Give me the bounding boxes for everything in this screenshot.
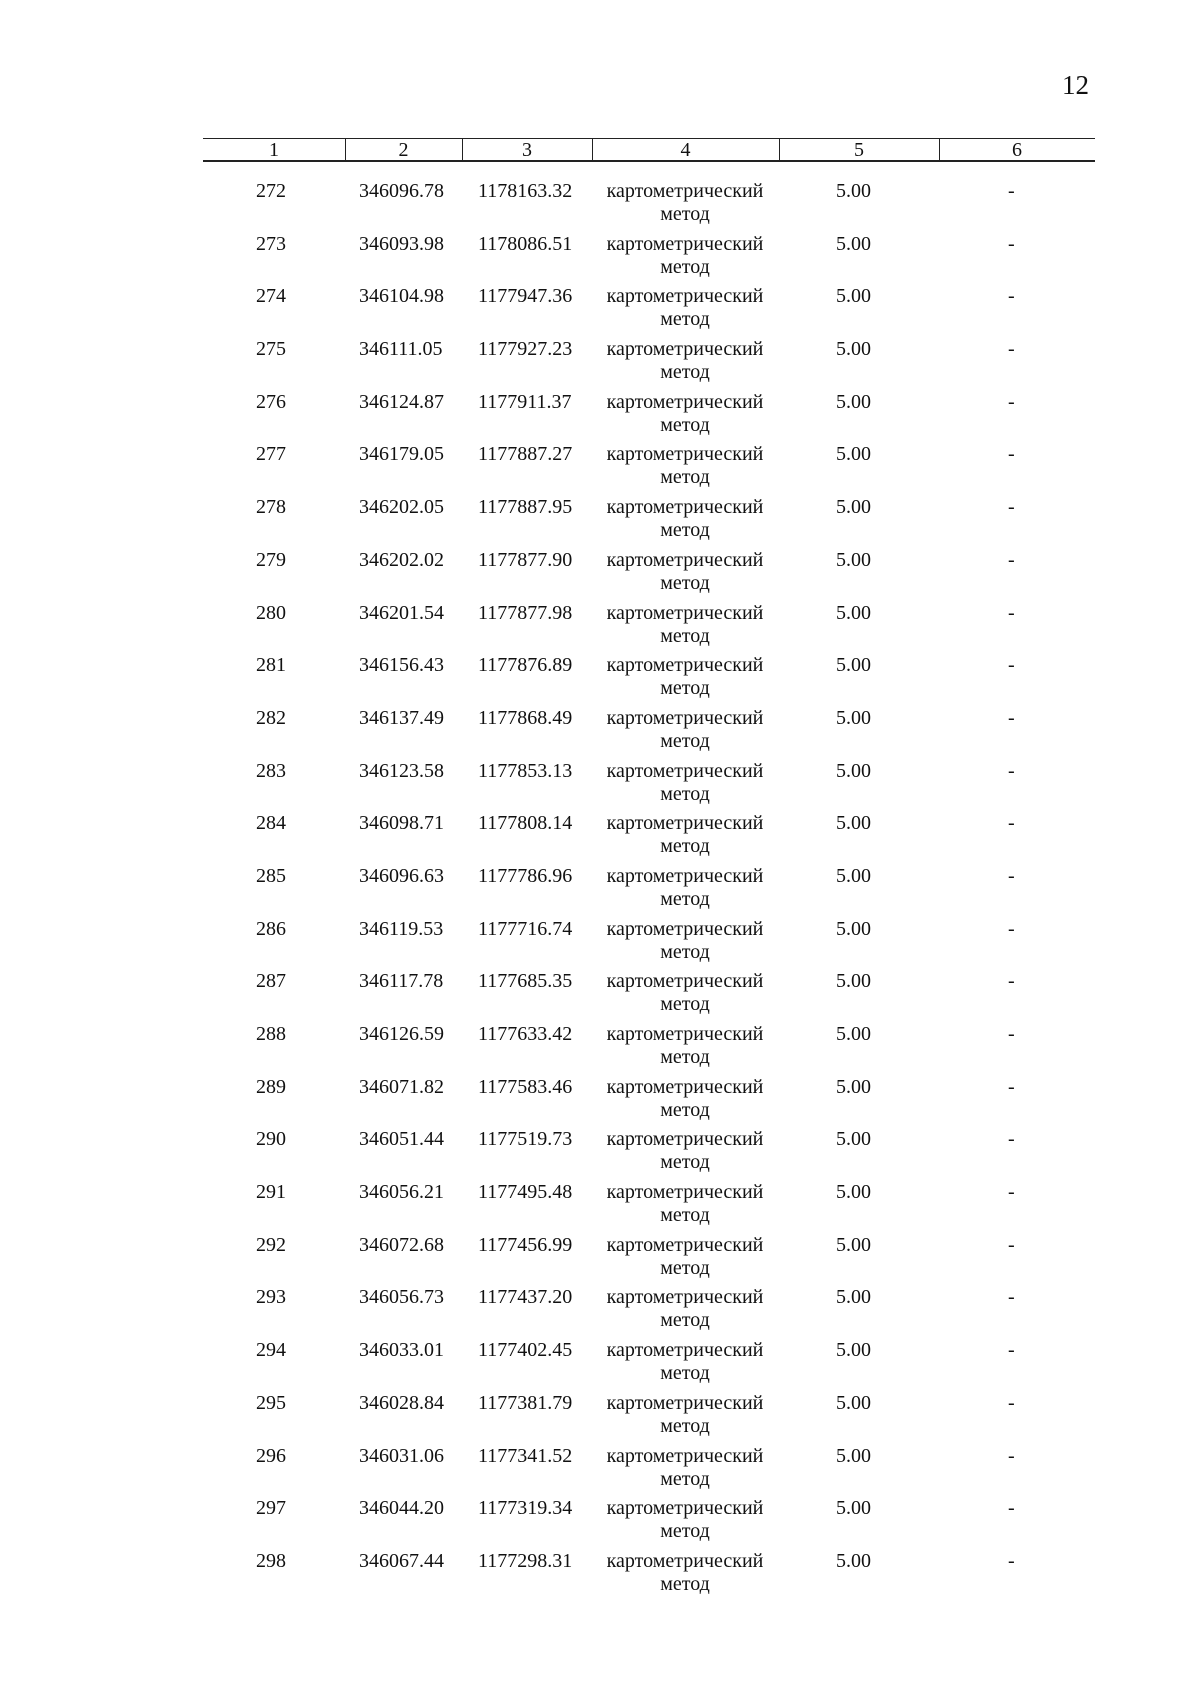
method-line-2: метод bbox=[660, 255, 710, 278]
note: - bbox=[1008, 1181, 1015, 1204]
accuracy: 5.00 bbox=[836, 548, 871, 571]
note: - bbox=[1008, 1286, 1015, 1309]
point-number: 286 bbox=[256, 917, 286, 940]
coordinate-x: 346123.58 bbox=[359, 759, 444, 782]
table-row bbox=[0, 1128, 1200, 1181]
coordinate-x: 346104.98 bbox=[359, 285, 444, 308]
coordinate-x: 346071.82 bbox=[359, 1075, 444, 1098]
coordinate-x: 346202.05 bbox=[359, 496, 444, 519]
note: - bbox=[1008, 232, 1015, 255]
table-row bbox=[0, 285, 1200, 338]
accuracy: 5.00 bbox=[836, 812, 871, 835]
method-line-2: метод bbox=[660, 1414, 710, 1437]
coordinate-y: 1177437.20 bbox=[478, 1286, 573, 1309]
method bbox=[596, 654, 774, 700]
coordinate-y: 1177633.42 bbox=[478, 1023, 573, 1045]
note: - bbox=[1008, 601, 1015, 624]
method-line-1: картометрический bbox=[606, 1549, 764, 1572]
coordinate-x: 346051.44 bbox=[359, 1128, 444, 1151]
point-number: 295 bbox=[256, 1391, 286, 1414]
accuracy: 5.00 bbox=[836, 180, 871, 202]
note: - bbox=[1008, 1444, 1015, 1467]
table-row bbox=[0, 1392, 1200, 1445]
accuracy: 5.00 bbox=[836, 1023, 871, 1045]
coordinate-y: 1177319.34 bbox=[478, 1497, 573, 1520]
accuracy: 5.00 bbox=[836, 338, 871, 361]
table-row bbox=[0, 180, 1200, 233]
method bbox=[596, 1234, 774, 1280]
coordinate-x: 346096.78 bbox=[359, 180, 444, 202]
coordinate-x: 346201.54 bbox=[359, 601, 444, 624]
method bbox=[596, 180, 774, 226]
note: - bbox=[1008, 654, 1015, 677]
method bbox=[596, 338, 774, 384]
method bbox=[596, 549, 774, 595]
note: - bbox=[1008, 1549, 1015, 1572]
table-row bbox=[0, 812, 1200, 865]
accuracy: 5.00 bbox=[836, 864, 871, 887]
coordinate-x: 346098.71 bbox=[359, 812, 444, 835]
coordinate-x: 346126.59 bbox=[359, 1023, 444, 1045]
point-number: 272 bbox=[256, 180, 286, 202]
coordinate-y: 1177927.23 bbox=[478, 338, 573, 361]
method-line-1: картометрический bbox=[606, 654, 764, 677]
method-line-2: метод bbox=[660, 993, 710, 1016]
method-line-1: картометрический bbox=[606, 338, 764, 361]
method bbox=[596, 918, 774, 964]
point-number: 293 bbox=[256, 1286, 286, 1309]
note: - bbox=[1008, 1497, 1015, 1520]
accuracy: 5.00 bbox=[836, 1497, 871, 1520]
note: - bbox=[1008, 390, 1015, 413]
note: - bbox=[1008, 496, 1015, 519]
method-line-2: метод bbox=[660, 519, 710, 542]
table-body bbox=[0, 180, 1200, 1603]
point-number: 289 bbox=[256, 1075, 286, 1098]
point-number: 281 bbox=[256, 654, 286, 677]
method bbox=[596, 233, 774, 279]
table-row bbox=[0, 865, 1200, 918]
coordinate-y: 1177786.96 bbox=[478, 864, 573, 887]
coordinate-x: 346056.21 bbox=[359, 1181, 444, 1204]
accuracy: 5.00 bbox=[836, 1391, 871, 1414]
accuracy: 5.00 bbox=[836, 1128, 871, 1151]
method-line-2: метод bbox=[660, 1046, 710, 1068]
method-line-2: метод bbox=[660, 677, 710, 700]
point-number: 273 bbox=[256, 232, 286, 255]
method-line-1: картометрический bbox=[606, 706, 764, 729]
coordinate-x: 346093.98 bbox=[359, 232, 444, 255]
method-line-1: картометрический bbox=[606, 864, 764, 887]
accuracy: 5.00 bbox=[836, 1444, 871, 1467]
method-line-1: картометрический bbox=[606, 496, 764, 519]
point-number: 291 bbox=[256, 1181, 286, 1204]
table-row bbox=[0, 549, 1200, 602]
coordinate-y: 1177877.90 bbox=[478, 548, 573, 571]
coordinate-y: 1177853.13 bbox=[478, 759, 573, 782]
method bbox=[596, 391, 774, 437]
point-number: 275 bbox=[256, 338, 286, 361]
note: - bbox=[1008, 1233, 1015, 1256]
method-line-2: метод bbox=[660, 782, 710, 805]
coordinate-y: 1177887.27 bbox=[478, 443, 573, 466]
method-line-1: картометрический bbox=[606, 1497, 764, 1520]
method-line-2: метод bbox=[660, 1520, 710, 1543]
coordinate-x: 346202.02 bbox=[359, 548, 444, 571]
method-line-1: картометрический bbox=[606, 548, 764, 571]
method-line-2: метод bbox=[660, 835, 710, 858]
table-row bbox=[0, 443, 1200, 496]
method-line-2: метод bbox=[660, 1572, 710, 1595]
method bbox=[596, 602, 774, 648]
point-number: 278 bbox=[256, 496, 286, 519]
method-line-2: метод bbox=[660, 1204, 710, 1227]
table-row bbox=[0, 1286, 1200, 1339]
coordinate-x: 346044.20 bbox=[359, 1497, 444, 1520]
table-row bbox=[0, 233, 1200, 286]
coordinate-x: 346117.78 bbox=[359, 970, 444, 993]
coordinate-x: 346119.53 bbox=[359, 917, 444, 940]
coordinate-x: 346111.05 bbox=[359, 338, 443, 361]
accuracy: 5.00 bbox=[836, 1286, 871, 1309]
method-line-2: метод bbox=[660, 1309, 710, 1332]
coordinate-y: 1177402.45 bbox=[478, 1339, 573, 1362]
method-line-2: метод bbox=[660, 624, 710, 647]
coordinate-y: 1177341.52 bbox=[478, 1444, 573, 1467]
method-line-1: картометрический bbox=[606, 443, 764, 466]
method-line-1: картометрический bbox=[606, 285, 764, 308]
table-row bbox=[0, 1076, 1200, 1129]
accuracy: 5.00 bbox=[836, 496, 871, 519]
coordinate-x: 346028.84 bbox=[359, 1391, 444, 1414]
point-number: 284 bbox=[256, 812, 286, 835]
point-number: 292 bbox=[256, 1233, 286, 1256]
method bbox=[596, 1550, 774, 1596]
point-number: 290 bbox=[256, 1128, 286, 1151]
coordinate-y: 1177887.95 bbox=[478, 496, 573, 519]
table-row bbox=[0, 1550, 1200, 1603]
coordinate-x: 346072.68 bbox=[359, 1233, 444, 1256]
point-number: 276 bbox=[256, 390, 286, 413]
coordinate-y: 1177685.35 bbox=[478, 970, 573, 993]
method bbox=[596, 1023, 774, 1069]
method-line-1: картометрический bbox=[606, 917, 764, 940]
accuracy: 5.00 bbox=[836, 1075, 871, 1098]
accuracy: 5.00 bbox=[836, 706, 871, 729]
note: - bbox=[1008, 706, 1015, 729]
point-number: 274 bbox=[256, 285, 286, 308]
note: - bbox=[1008, 970, 1015, 993]
point-number: 277 bbox=[256, 443, 286, 466]
method-line-2: метод bbox=[660, 887, 710, 910]
method bbox=[596, 285, 774, 331]
note: - bbox=[1008, 917, 1015, 940]
table-row bbox=[0, 654, 1200, 707]
method-line-1: картометрический bbox=[606, 1128, 764, 1151]
method bbox=[596, 865, 774, 911]
table-row bbox=[0, 1023, 1200, 1076]
method-line-1: картометрический bbox=[606, 970, 764, 993]
note: - bbox=[1008, 812, 1015, 835]
coordinate-x: 346067.44 bbox=[359, 1549, 444, 1572]
coordinate-x: 346031.06 bbox=[359, 1444, 444, 1467]
method-line-2: метод bbox=[660, 361, 710, 384]
method-line-1: картометрический bbox=[606, 1075, 764, 1098]
method-line-2: метод bbox=[660, 1151, 710, 1174]
coordinate-y: 1177298.31 bbox=[478, 1549, 573, 1572]
method-line-2: метод bbox=[660, 466, 710, 489]
coordinate-y: 1177947.36 bbox=[478, 285, 573, 308]
note: - bbox=[1008, 443, 1015, 466]
column-header-2: 2 bbox=[398, 139, 409, 161]
coordinate-y: 1177808.14 bbox=[478, 812, 573, 835]
point-number: 296 bbox=[256, 1444, 286, 1467]
method-line-2: метод bbox=[660, 729, 710, 752]
method-line-1: картометрический bbox=[606, 1444, 764, 1467]
column-header-3: 3 bbox=[522, 139, 532, 161]
coordinate-x: 346056.73 bbox=[359, 1286, 444, 1309]
point-number: 298 bbox=[256, 1549, 286, 1572]
method-line-1: картометрический bbox=[606, 1339, 764, 1362]
table-row bbox=[0, 602, 1200, 655]
coordinate-y: 1177877.98 bbox=[478, 601, 573, 624]
table-row bbox=[0, 1181, 1200, 1234]
method bbox=[596, 1339, 774, 1385]
method-line-1: картометрический bbox=[606, 232, 764, 255]
table-row bbox=[0, 496, 1200, 549]
coordinate-y: 1178163.32 bbox=[478, 180, 573, 202]
note: - bbox=[1008, 1339, 1015, 1362]
method bbox=[596, 707, 774, 753]
note: - bbox=[1008, 1391, 1015, 1414]
method-line-1: картометрический bbox=[606, 390, 764, 413]
note: - bbox=[1008, 864, 1015, 887]
method bbox=[596, 1076, 774, 1122]
point-number: 288 bbox=[256, 1023, 286, 1045]
coordinate-x: 346179.05 bbox=[359, 443, 444, 466]
table-row bbox=[0, 391, 1200, 444]
method bbox=[596, 1497, 774, 1543]
accuracy: 5.00 bbox=[836, 601, 871, 624]
table-row bbox=[0, 1497, 1200, 1550]
method-line-1: картометрический bbox=[606, 1391, 764, 1414]
method-line-2: метод bbox=[660, 1362, 710, 1385]
accuracy: 5.00 bbox=[836, 759, 871, 782]
point-number: 282 bbox=[256, 706, 286, 729]
accuracy: 5.00 bbox=[836, 390, 871, 413]
point-number: 279 bbox=[256, 548, 286, 571]
coordinate-y: 1177495.48 bbox=[478, 1181, 573, 1204]
method-line-1: картометрический bbox=[606, 180, 764, 202]
point-number: 285 bbox=[256, 864, 286, 887]
note: - bbox=[1008, 285, 1015, 308]
accuracy: 5.00 bbox=[836, 654, 871, 677]
accuracy: 5.00 bbox=[836, 970, 871, 993]
coordinate-x: 346156.43 bbox=[359, 654, 444, 677]
accuracy: 5.00 bbox=[836, 1181, 871, 1204]
method-line-1: картометрический bbox=[606, 812, 764, 835]
table-row bbox=[0, 1339, 1200, 1392]
coordinate-y: 1177381.79 bbox=[478, 1391, 573, 1414]
table-row bbox=[0, 707, 1200, 760]
method-line-2: метод bbox=[660, 571, 710, 594]
coordinate-y: 1177876.89 bbox=[478, 654, 573, 677]
method bbox=[596, 1286, 774, 1332]
method bbox=[596, 812, 774, 858]
table-row bbox=[0, 1445, 1200, 1498]
table-header bbox=[203, 138, 1095, 162]
method-line-2: метод bbox=[660, 1467, 710, 1490]
coordinate-y: 1177519.73 bbox=[478, 1128, 573, 1151]
column-header-6: 6 bbox=[1012, 139, 1022, 161]
point-number: 287 bbox=[256, 970, 286, 993]
method-line-2: метод bbox=[660, 413, 710, 436]
method-line-2: метод bbox=[660, 1098, 710, 1121]
point-number: 280 bbox=[256, 601, 286, 624]
method-line-1: картометрический bbox=[606, 1023, 764, 1045]
coordinate-y: 1178086.51 bbox=[478, 232, 573, 255]
point-number: 294 bbox=[256, 1339, 286, 1362]
note: - bbox=[1008, 548, 1015, 571]
note: - bbox=[1008, 1128, 1015, 1151]
method bbox=[596, 1445, 774, 1491]
coordinate-y: 1177911.37 bbox=[478, 390, 572, 413]
method-line-1: картометрический bbox=[606, 1286, 764, 1309]
table-row bbox=[0, 970, 1200, 1023]
coordinate-y: 1177456.99 bbox=[478, 1233, 573, 1256]
coordinate-y: 1177583.46 bbox=[478, 1075, 573, 1098]
column-header-4: 4 bbox=[680, 139, 691, 161]
accuracy: 5.00 bbox=[836, 285, 871, 308]
note: - bbox=[1008, 338, 1015, 361]
coordinate-x: 346137.49 bbox=[359, 706, 444, 729]
method bbox=[596, 443, 774, 489]
coordinate-x: 346096.63 bbox=[359, 864, 444, 887]
accuracy: 5.00 bbox=[836, 917, 871, 940]
coordinate-x: 346033.01 bbox=[359, 1339, 444, 1362]
method bbox=[596, 496, 774, 542]
method-line-1: картометрический bbox=[606, 1233, 764, 1256]
method-line-1: картометрический bbox=[606, 759, 764, 782]
method-line-1: картометрический bbox=[606, 601, 764, 624]
method bbox=[596, 1392, 774, 1438]
accuracy: 5.00 bbox=[836, 1549, 871, 1572]
method bbox=[596, 970, 774, 1016]
column-header-5: 5 bbox=[854, 139, 864, 161]
table-row bbox=[0, 1234, 1200, 1287]
coordinate-y: 1177716.74 bbox=[478, 917, 573, 940]
note: - bbox=[1008, 759, 1015, 782]
note: - bbox=[1008, 1023, 1015, 1045]
column-header-1: 1 bbox=[269, 139, 279, 161]
method-line-2: метод bbox=[660, 203, 710, 225]
method-line-1: картометрический bbox=[606, 1181, 764, 1204]
accuracy: 5.00 bbox=[836, 443, 871, 466]
method-line-2: метод bbox=[660, 308, 710, 331]
page-number: 12 bbox=[1062, 70, 1089, 100]
coordinate-y: 1177868.49 bbox=[478, 706, 573, 729]
coordinate-x: 346124.87 bbox=[359, 390, 444, 413]
note: - bbox=[1008, 1075, 1015, 1098]
accuracy: 5.00 bbox=[836, 232, 871, 255]
table-row bbox=[0, 338, 1200, 391]
point-number: 283 bbox=[256, 759, 286, 782]
table-row bbox=[0, 760, 1200, 813]
method-line-2: метод bbox=[660, 940, 710, 963]
method bbox=[596, 1128, 774, 1174]
table-row bbox=[0, 918, 1200, 971]
accuracy: 5.00 bbox=[836, 1339, 871, 1362]
method bbox=[596, 1181, 774, 1227]
accuracy: 5.00 bbox=[836, 1233, 871, 1256]
method-line-2: метод bbox=[660, 1256, 710, 1279]
point-number: 297 bbox=[256, 1497, 286, 1520]
note: - bbox=[1008, 180, 1015, 202]
method bbox=[596, 760, 774, 806]
